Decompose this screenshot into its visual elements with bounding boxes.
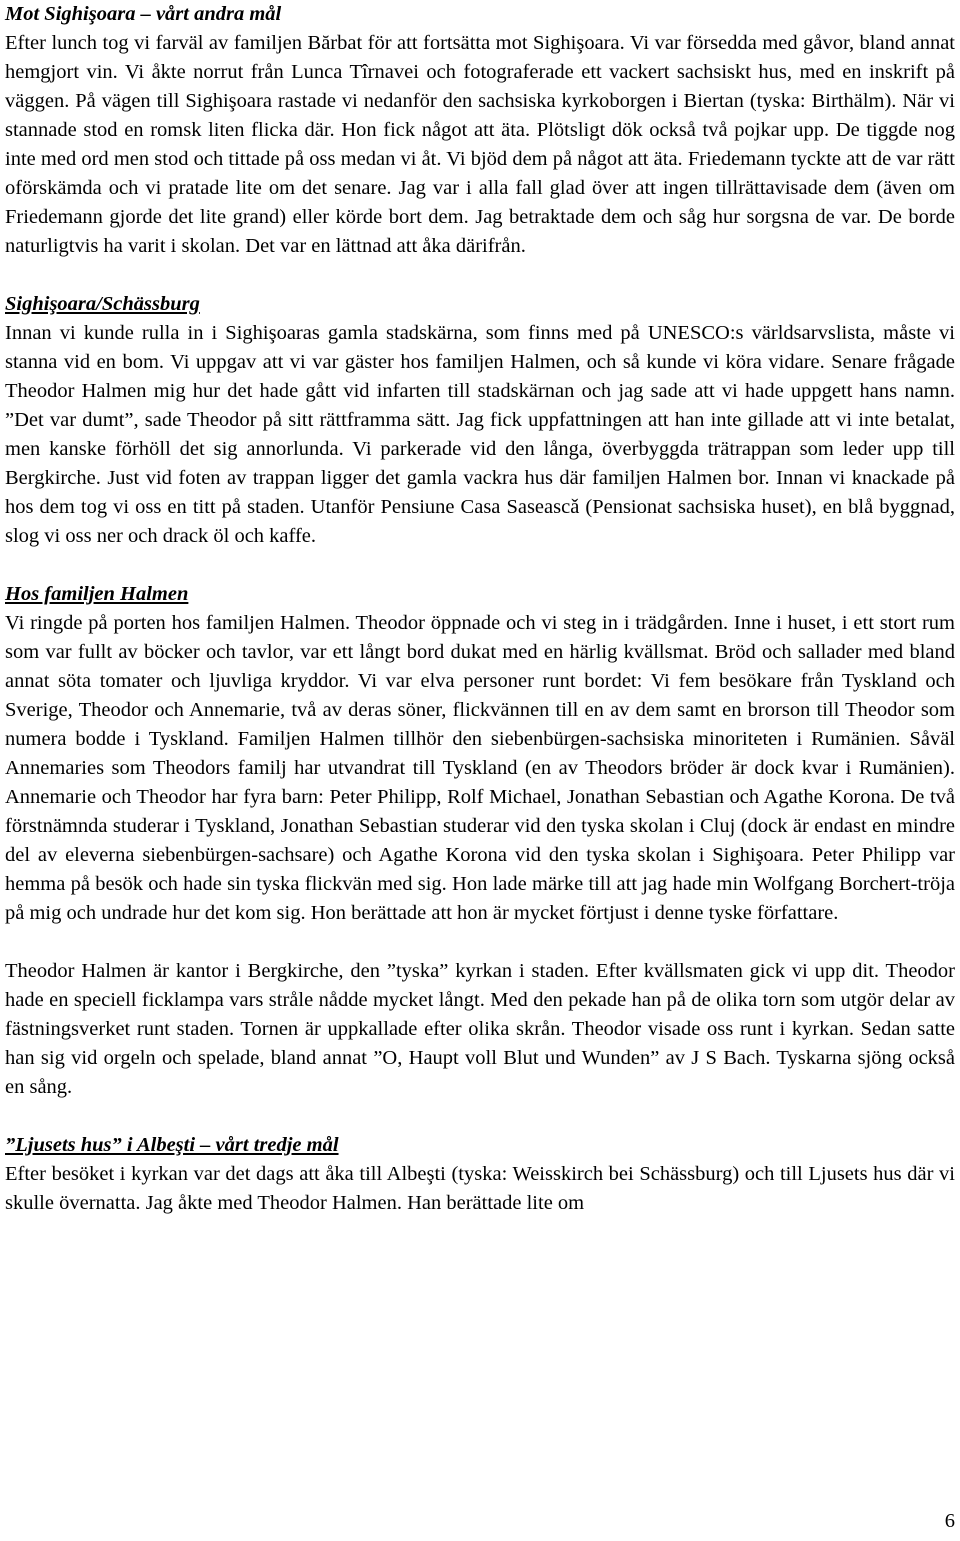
section-hos-familjen-halmen xyxy=(5,580,955,1102)
section-mot-sighisoara xyxy=(5,0,955,261)
section-paragraph: Theodor Halmen är kantor i Bergkirche, den ”tyska” kyrkan i staden. Efter kvällsmaten gick vi upp dit. Theodor hade en speciell ficklampa vars stråle nådde mycket långt. Med den pekade han på de olika torn som utgör delar av fästningsverket runt staden. Tornen är uppkallade efter olika skrån. Theodor visade oss runt i kyrkan. Sedan satte han sig vid orgeln och spelade, bland annat ”O, Haupt voll Blut und Wunden” av J S Bach. Tyskarna sjöng också en sång. xyxy=(5,960,955,1098)
section-sighisoara-schassburg xyxy=(5,290,955,551)
section-gap xyxy=(5,261,955,290)
paragraph-gap xyxy=(5,928,955,957)
section-heading: Sighişoara/Schässburg xyxy=(5,293,200,315)
section-paragraph: Vi ringde på porten hos familjen Halmen. Theodor öppnade och vi steg in i trädgården. Inne i huset, i ett stort rum som var fullt av böcker och tavlor, var ett långt bord dukat med en härlig kvällsmat. Bröd och sallader med bland annat söta tomater och ljuvliga kryddor. Vi var elva personer runt bordet: Vi fem besökare från Tyskland och Sverige, Theodor och Annemarie, två av deras söner, flickvännen till en av dem samt en brorson till Theodor som numera bodde i Tyskland. Familjen Halmen tillhör den siebenbürgen-sachsiska minoriteten i Rumänien. Såväl Annemaries som Theodors familj har utvandrat till Tyskland (en av Theodors bröder är dock kvar i Rumänien). Annemarie och Theodor har fyra barn: Peter Philipp, Rolf Michael, Jonathan Sebastian och Agathe Korona. De två förstnämnda studerar i Tyskland, Jonathan Sebastian studerar vid den tyska skolan i Cluj (dock är endast en mindre del av eleverna siebenbürgen-sachsare) och Agathe Korona vid den tyska skolan i Sighişoara. Peter Philipp var hemma på besök och hade sin tyska flickvän med sig. Hon lade märke till att jag hade min Wolfgang Borchert-tröja på mig och undrade hur det kom sig. Hon berättade att hon är mycket förtjust i denne tyske författare. xyxy=(5,612,955,924)
section-gap xyxy=(5,1102,955,1131)
document-page xyxy=(5,0,955,1218)
page-number: 6 xyxy=(944,1510,955,1532)
section-paragraph: Innan vi kunde rulla in i Sighişoaras gamla stadskärna, som finns med på UNESCO:s världsarvslista, måste vi stanna vid en bom. Vi uppgav att vi var gäster hos familjen Halmen, och så kunde vi köra vidare. Senare frågade Theodor Halmen mig hur det hade gått vid infarten till stadskärnan och jag sade att vi hade uppgett hans namn. ”Det var dumt”, sade Theodor på sitt rättframma sätt. Jag fick uppfattningen att han inte gillade att vi inte betalat, men kanske förhöll det sig annorlunda. Vi parkerade vid den långa, överbyggda trätrappan som leder upp till Bergkirche. Just vid foten av trappan ligger det gamla vackra hus där familjen Halmen bor. Innan vi knackade på hos dem tog vi oss en titt på staden. Utanför Pensiune Casa Saseascǎ (Pensionat sachsiska huset), en blå byggnad, slog vi oss ner och drack öl och kaffe. xyxy=(5,322,955,547)
section-heading: Hos familjen Halmen xyxy=(5,583,189,605)
section-heading: Mot Sighişoara – vårt andra mål xyxy=(5,3,282,25)
section-heading: ”Ljusets hus” i Albeşti – vårt tredje mål xyxy=(5,1134,339,1156)
section-paragraph: Efter lunch tog vi farväl av familjen Bărbat för att fortsätta mot Sighişoara. Vi var försedda med gåvor, bland annat hemgjort vin. Vi åkte norrut från Lunca Tîrnavei och fotograferade ett vackert sachsiskt hus, med en inskrift på väggen. På vägen till Sighişoara rastade vi nedanför den sachsiska kyrkoborgen i Biertan (tyska: Birthälm). När vi stannade stod en romsk liten flicka där. Hon fick något att äta. Plötsligt dök också två pojkar upp. De tiggde nog inte med ord men stod och tittade på oss medan vi åt. Vi bjöd dem på något att äta. Friedemann tyckte att de var rätt oförskämda och vi pratade lite om det senare. Jag var i alla fall glad över att ingen tillrättavisade dem (även om Friedemann gjorde det lite grand) eller körde bort dem. Jag betraktade dem och såg hur sorgsna de var. De borde naturligtvis ha varit i skolan. Det var en lättnad att åka därifrån. xyxy=(5,32,955,257)
section-gap xyxy=(5,551,955,580)
section-ljusets-hus xyxy=(5,1131,955,1218)
section-paragraph: Efter besöket i kyrkan var det dags att åka till Albeşti (tyska: Weisskirch bei Schässburg) och till Ljusets hus där vi skulle övernatta. Jag åkte med Theodor Halmen. Han berättade lite om xyxy=(5,1163,955,1214)
